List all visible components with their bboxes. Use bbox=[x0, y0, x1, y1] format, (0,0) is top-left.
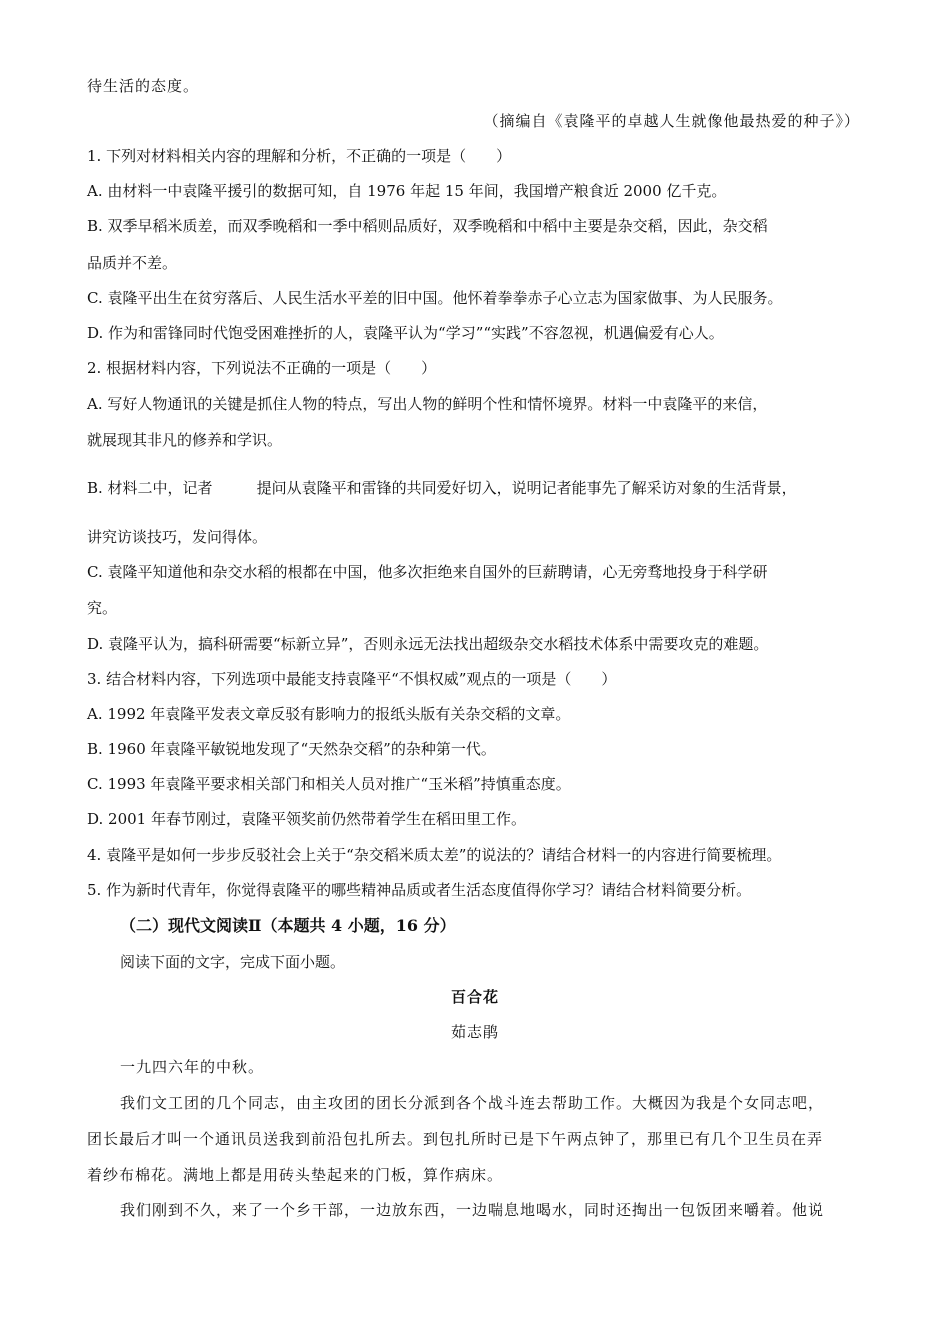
q1-stem: 1. 下列对材料相关内容的理解和分析，不正确的一项是（ ） bbox=[87, 147, 512, 165]
story-p2-line3: 着纱布棉花。满地上都是用砖头垫起来的门板，算作病床。 bbox=[87, 1166, 504, 1184]
q3-stem: 3. 结合材料内容，下列选项中最能支持袁隆平“不惧权威”观点的一项是（ ） bbox=[87, 670, 617, 688]
q2-option-c-line2: 究。 bbox=[87, 599, 118, 617]
q2-option-a-line2: 就展现其非凡的修养和学识。 bbox=[87, 431, 283, 449]
q3-option-d: D. 2001 年春节刚过，袁隆平领奖前仍然带着学生在稻田里工作。 bbox=[87, 810, 526, 828]
story-title: 百合花 bbox=[450, 988, 499, 1006]
q1-option-b-line1: B. 双季早稻米质差，而双季晚稻和一季中稻则品质好，双季晚稻和中稻中主要是杂交稻，因此，杂交稻 bbox=[87, 217, 768, 235]
q2-option-c-line1: C. 袁隆平知道他和杂交水稻的根都在中国，他多次拒绝来自国外的巨薪聘请，心无旁骛地投身于科学研 bbox=[87, 563, 768, 581]
story-p1: 一九四六年的中秋。 bbox=[120, 1058, 265, 1076]
q2-option-b-part2: 提问从袁隆平和雷锋的共同爱好切入，说明记者能事先了解采访对象的生活背景， bbox=[256, 479, 797, 497]
q1-option-b-line2: 品质并不差。 bbox=[87, 254, 178, 272]
q1-option-d: D. 作为和雷锋同时代饱受困难挫折的人，袁隆平认为“学习”“实践”不容忽视，机遇偏爱有心人。 bbox=[87, 324, 724, 342]
material-source: （摘编自《袁隆平的卓越人生就像他最热爱的种子》） bbox=[483, 112, 860, 130]
story-p2-line1: 我们文工团的几个同志，由主攻团的团长分派到各个战斗连去帮助工作。大概因为我是个女同志吧， bbox=[120, 1094, 825, 1112]
q2-option-b-part1: B. 材料二中，记者 bbox=[87, 479, 213, 497]
q2-stem: 2. 根据材料内容，下列说法不正确的一项是（ ） bbox=[87, 359, 437, 377]
q2-option-a-line1: A. 写好人物通讯的关键是抓住人物的特点，写出人物的鲜明个性和情怀境界。材料一中袁隆平的来信， bbox=[87, 395, 768, 413]
q1-option-c: C. 袁隆平出生在贫穷落后、人民生活水平差的旧中国。他怀着拳拳赤子心立志为国家做事、为人民服务。 bbox=[87, 289, 783, 307]
q2-option-b-line1 bbox=[87, 478, 797, 498]
q3-option-c: C. 1993 年袁隆平要求相关部门和相关人员对推广“玉米稻”持慎重态度。 bbox=[87, 775, 571, 793]
story-author: 茹志鹃 bbox=[450, 1023, 499, 1041]
story-p2-line2: 团长最后才叫一个通讯员送我到前沿包扎所去。到包扎所时已是下午两点钟了，那里已有几个卫生员在弄 bbox=[87, 1130, 824, 1148]
q5-stem: 5. 作为新时代青年，你觉得袁隆平的哪些精神品质或者生活态度值得你学习？请结合材料简要分析。 bbox=[87, 881, 752, 899]
story-p3-line1: 我们刚到不久，来了一个乡干部，一边放东西，一边喘息地喝水，同时还掏出一包饭团来嚼着。他说 bbox=[120, 1201, 825, 1219]
q1-option-a: A. 由材料一中袁隆平援引的数据可知，自 1976 年起 15 年间，我国增产粮食近 2000 亿千克。 bbox=[87, 182, 727, 200]
section2-heading: （二）现代文阅读Ⅱ（本题共 4 小题，16 分） bbox=[120, 916, 456, 935]
q2-option-b-line2: 讲究访谈技巧，发问得体。 bbox=[87, 528, 268, 546]
q4-stem: 4. 袁隆平是如何一步步反驳社会上关于“杂交稻米质太差”的说法的？请结合材料一的内容进行简要梳理。 bbox=[87, 846, 782, 864]
q2-option-d: D. 袁隆平认为，搞科研需要“标新立异”，否则永远无法找出超级杂交水稻技术体系中需要攻克的难题。 bbox=[87, 635, 769, 653]
q3-option-a: A. 1992 年袁隆平发表文章反驳有影响力的报纸头版有关杂交稻的文章。 bbox=[87, 705, 571, 723]
material-last-line: 待生活的态度。 bbox=[87, 77, 200, 95]
section2-instruction: 阅读下面的文字，完成下面小题。 bbox=[120, 953, 346, 971]
q3-option-b: B. 1960 年袁隆平敏锐地发现了“天然杂交稻”的杂种第一代。 bbox=[87, 740, 496, 758]
